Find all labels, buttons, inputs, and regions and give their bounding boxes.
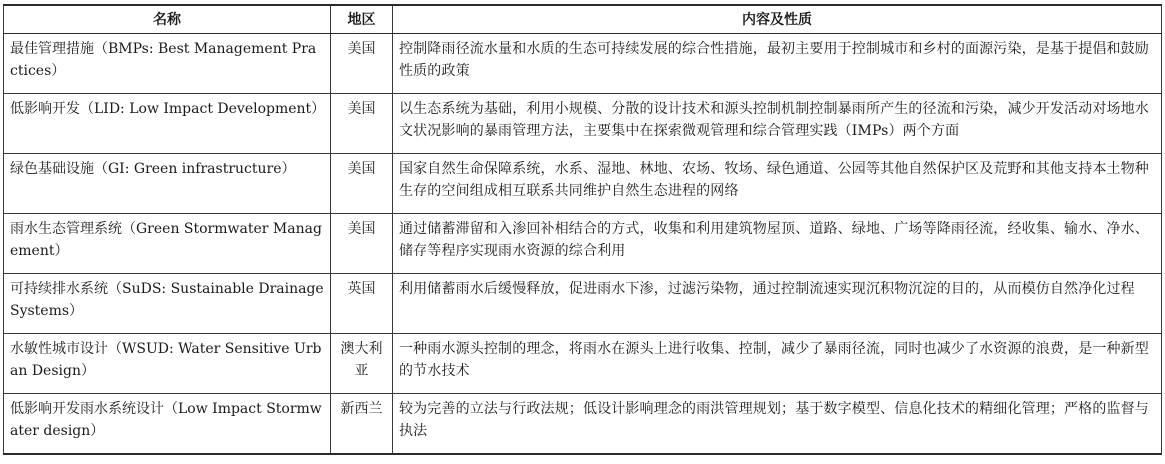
header-region: 地区 bbox=[331, 5, 393, 34]
cell-content: 利用储蓄雨水后缓慢释放，促进雨水下渗，过滤污染物，通过控制流速实现沉积物沉淀的目的，从而模仿自然净化过程 bbox=[393, 274, 1162, 334]
cell-region: 澳大利亚 bbox=[331, 334, 393, 394]
cell-name: 低影响开发（LID: Low Impact Development） bbox=[4, 94, 331, 154]
header-name: 名称 bbox=[4, 5, 331, 34]
stormwater-concepts-table bbox=[3, 4, 1162, 455]
cell-name: 雨水生态管理系统（Green Stormwater Management） bbox=[4, 214, 331, 274]
cell-name: 最佳管理措施（BMPs: Best Management Practices） bbox=[4, 34, 331, 94]
cell-content: 控制降雨径流水量和水质的生态可持续发展的综合性措施，最初主要用于控制城市和乡村的面源污染，是基于提倡和鼓励性质的政策 bbox=[393, 34, 1162, 94]
header-row bbox=[4, 5, 1162, 34]
table-row bbox=[4, 274, 1162, 334]
cell-region: 美国 bbox=[331, 34, 393, 94]
table-row bbox=[4, 214, 1162, 274]
header-content: 内容及性质 bbox=[393, 5, 1162, 34]
cell-region: 美国 bbox=[331, 154, 393, 214]
cell-region: 英国 bbox=[331, 274, 393, 334]
cell-name: 绿色基础设施（GI: Green infrastructure） bbox=[4, 154, 331, 214]
cell-name: 水敏性城市设计（WSUD: Water Sensitive Urban Design） bbox=[4, 334, 331, 394]
table-row bbox=[4, 34, 1162, 94]
table-row bbox=[4, 394, 1162, 454]
table-header bbox=[4, 5, 1162, 34]
cell-content: 较为完善的立法与行政法规；低设计影响理念的雨洪管理规划；基于数字模型、信息化技术的精细化管理；严格的监督与执法 bbox=[393, 394, 1162, 454]
cell-name: 低影响开发雨水系统设计（Low Impact Stormwater design） bbox=[4, 394, 331, 454]
table-row bbox=[4, 334, 1162, 394]
table-row bbox=[4, 154, 1162, 214]
cell-region: 新西兰 bbox=[331, 394, 393, 454]
cell-content: 一种雨水源头控制的理念，将雨水在源头上进行收集、控制，减少了暴雨径流，同时也减少了水资源的浪费，是一种新型的节水技术 bbox=[393, 334, 1162, 394]
cell-content: 国家自然生命保障系统，水系、湿地、林地、农场、牧场、绿色通道、公园等其他自然保护区及荒野和其他支持本土物种生存的空间组成相互联系共同维护自然生态进程的网络 bbox=[393, 154, 1162, 214]
table-row bbox=[4, 94, 1162, 154]
cell-content: 通过储蓄滞留和入渗回补相结合的方式，收集和利用建筑物屋顶、道路、绿地、广场等降雨径流，经收集、输水、净水、储存等程序实现雨水资源的综合利用 bbox=[393, 214, 1162, 274]
cell-content: 以生态系统为基础，利用小规模、分散的设计技术和源头控制机制控制暴雨所产生的径流和污染，减少开发活动对场地水文状况影响的暴雨管理方法，主要集中在探索微观管理和综合管理实践（IMPs）两个方面 bbox=[393, 94, 1162, 154]
cell-region: 美国 bbox=[331, 94, 393, 154]
table-body bbox=[4, 34, 1162, 454]
cell-name: 可持续排水系统（SuDS: Sustainable Drainage Systems） bbox=[4, 274, 331, 334]
cell-region: 美国 bbox=[331, 214, 393, 274]
